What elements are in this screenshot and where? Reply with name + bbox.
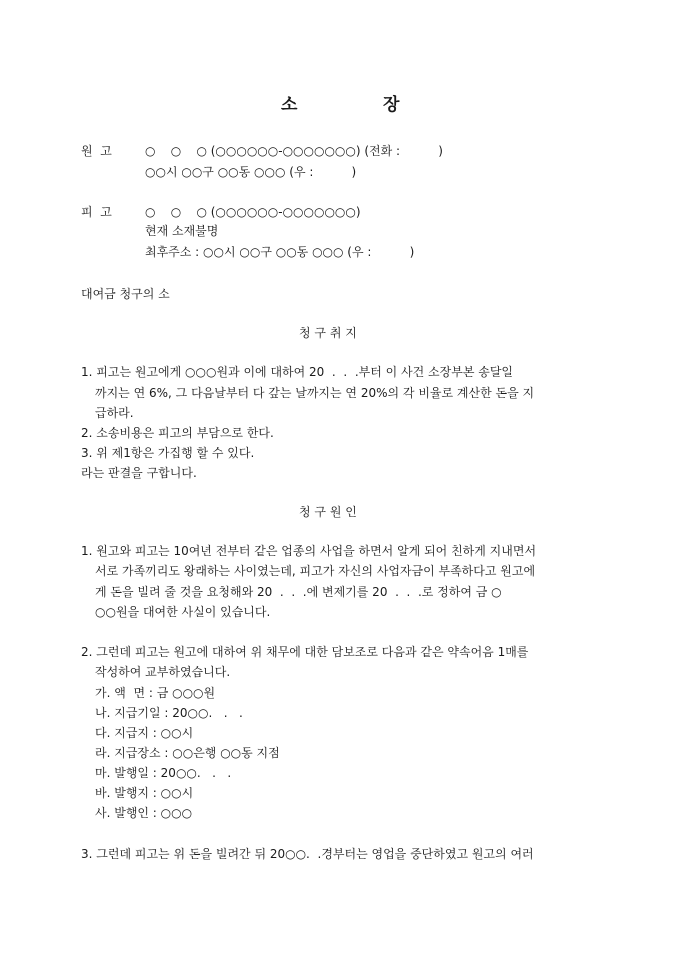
claim-cause-p3-line1: 3. 그런데 피고는 위 돈을 빌려간 뒤 20○○. .경부터는 영업을 중단하였고 원고의 여러 (81, 847, 534, 861)
plaintiff-label: 원 고 (81, 144, 112, 158)
claim-cause-p1-line4: ○○원을 대여한 사실이 있습니다. (95, 605, 271, 619)
claim-purpose-item3: 3. 위 제1항은 가집행 할 수 있다. (81, 446, 255, 460)
claim-cause-p1-line3: 게 돈을 빌려 줄 것을 요청해와 20 . . .에 변제기를 20 . . .로 정하여 금 ○ (95, 585, 502, 599)
plaintiff-address: ○○시 ○○구 ○○동 ○○○ (우 : ) (145, 165, 357, 179)
note-item-due-date: 나. 지급기일 : 20○○. . . (95, 706, 243, 720)
title-char-left: 소 (281, 95, 298, 115)
claim-cause-p1-line2: 서로 가족끼리도 왕래하는 사이였는데, 피고가 자신의 사업자금이 부족하다고 원고에 (95, 564, 536, 578)
case-name: 대여금 청구의 소 (81, 287, 170, 301)
claim-cause-heading: 청 구 원 인 (299, 505, 357, 519)
title-char-right: 장 (383, 95, 400, 115)
claim-cause-p2-line1: 2. 그런데 피고는 원고에 대하여 위 채무에 대한 담보조로 다음과 같은 약속어음 1매를 (81, 645, 529, 659)
defendant-label: 피 고 (81, 205, 112, 219)
claim-purpose-item1-line2: 까지는 연 6%, 그 다음날부터 다 갚는 날까지는 연 20%의 각 비율로 계산한 돈을 지 (95, 386, 535, 400)
note-item-issue-date: 마. 발행일 : 20○○. . . (95, 766, 232, 780)
claim-purpose-item1-line3: 급하라. (95, 406, 134, 420)
defendant-name-line: ○ ○ ○ (○○○○○○-○○○○○○○) (145, 205, 361, 219)
note-item-issuer: 사. 발행인 : ○○○ (95, 806, 193, 820)
claim-purpose-closing: 라는 판결을 구합니다. (81, 466, 197, 480)
claim-purpose-heading: 청 구 취 지 (299, 326, 357, 340)
note-item-amount: 가. 액 면 : 금 ○○○원 (95, 686, 216, 700)
claim-purpose-item2: 2. 소송비용은 피고의 부담으로 한다. (81, 426, 274, 440)
defendant-status: 현재 소재불명 (145, 224, 219, 238)
note-item-issue-place: 바. 발행지 : ○○시 (95, 786, 194, 800)
note-item-pay-place: 다. 지급지 : ○○시 (95, 726, 194, 740)
claim-cause-p2-line2: 작성하여 교부하였습니다. (95, 665, 231, 679)
plaintiff-name-line: ○ ○ ○ (○○○○○○-○○○○○○○) (전화 : ) (145, 144, 443, 158)
note-item-pay-location: 라. 지급장소 : ○○은행 ○○동 지점 (95, 746, 280, 760)
claim-cause-p1-line1: 1. 원고와 피고는 10여년 전부터 같은 업종의 사업을 하면서 알게 되어 친하게 지내면서 (81, 544, 537, 558)
defendant-last-address: 최후주소 : ○○시 ○○구 ○○동 ○○○ (우 : ) (145, 245, 415, 259)
claim-purpose-item1-line1: 1. 피고는 원고에게 ○○○원과 이에 대하여 20 . . .부터 이 사건 소장부본 송달일 (81, 365, 513, 379)
